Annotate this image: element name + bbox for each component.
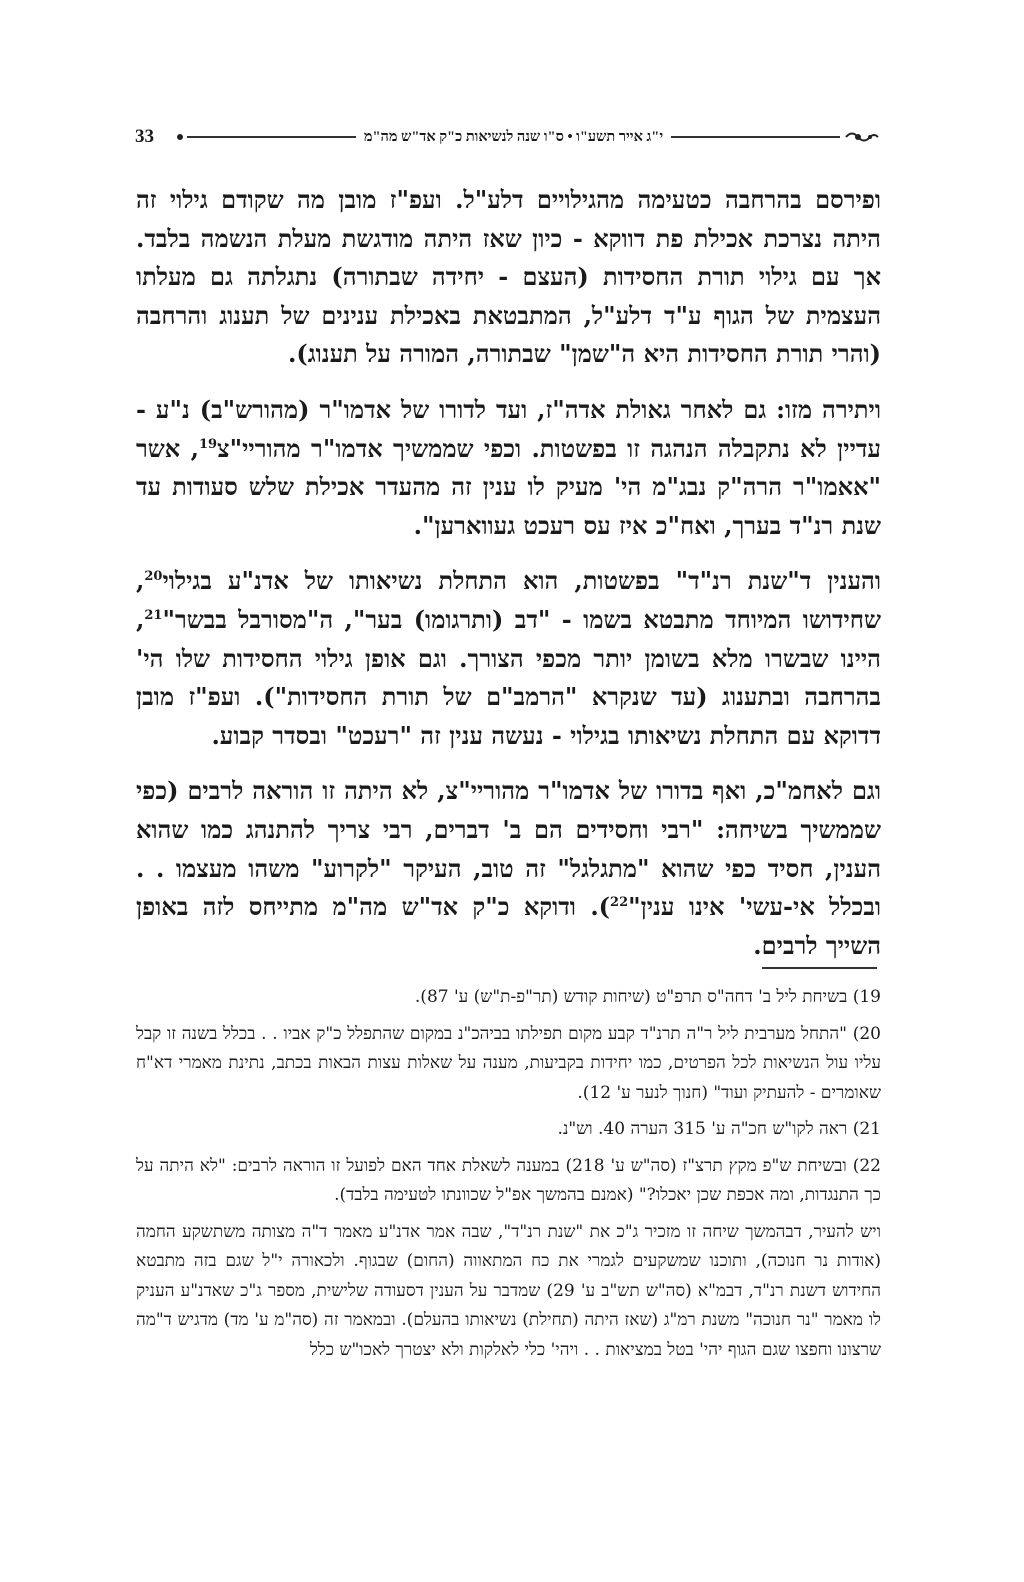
- running-title: י"ג אייר תשע"ו • ס"ו שנה לנשיאות כ"ק אד"ש מה"מ: [363, 128, 664, 145]
- footnote-ref[interactable]: 22: [610, 895, 629, 911]
- running-header: [135, 122, 880, 152]
- paragraph-1: [136, 181, 881, 374]
- footnote-text: ראה לקו"ש חכ"ה ע' 315 הערה 40. וש"נ.: [557, 1119, 848, 1139]
- paragraph-text: ופירסם בהרחבה כטעימה מהגילויים דלע"ל. ועפ"ז מובן מה שקודם גילוי זה היתה נצרכת אכילת פת דווקא - כיון שאז היתה מודגשת מעלת הנשמה בלבד. אך עם גילוי תורת החסידות (העצם - יחידה שבתורה) נתגלתה גם מעלתו העצמית של הגוף ע"ד דלע"ל, המתבטאת באכילת ענינים של תענוג והרחבה (והרי תורת החסידות היא ה"שמן" שבתורה, המורה על תענוג).: [136, 185, 881, 369]
- paragraph-text: וגם לאחמ"כ, ואף בדורו של אדמו"ר מהוריי"צ, לא היתה זו הוראה לרבים (כפי שממשיך בשיחה: "רבי וחסידים הם ב' דברים, רבי צריך להתנהג כמו שהוא הענין, חסיד כפי שהוא "מתגלגל" זה טוב, העיקר "לקרוע" משהו מעצמו . . ובכלל אי-עשי' אינו ענין": [136, 776, 881, 922]
- footnote-text: "התחל מערבית ליל ר"ה תרנ"ד קבע מקום תפילתו בביהכ"נ במקום שהתפלל כ"ק אביו . . בכלל בשנה זו קבל עליו עול הנשיאות לכל הפרטים, כמו יחידות בקביעות, מענה על שאלות עצות הבאות בכתב, נתינת מאמרי דא"ח שאומרים - להעתיק ועוד" (חנוך לנער ע' 12).: [136, 1023, 881, 1103]
- footnote-text: ויש להעיר, דבהמשך שיחה זו מזכיר ג"כ את "שנת רנ"ד", שבה אמר אדנ"ע מאמר ד"ה מצותה משתשקע החמה (אודות נר חנוכה), ותוכנו שמשקעים לגמרי את כח המתאווה (החום) שבגוף. ולכאורה י"ל שגם בזה מתבטא החידוש דשנת רנ"ד, דבמ"א (סה"ש תש"ב ע' 29) שמדבר על הענין דסעודה שלישית, מספר ג"כ שאדנ"ע העניק לו מאמר "נר חנוכה" משנת רמ"ג (שאז היתה (תחילת) נשיאותו בהעלם). ובמאמר זה (סה"מ ע' מד) מדגיש ד"מה שרצונו וחפצו שגם הגוף יהי' בטל במציאות . . ויהי' כלי לאלקות ולא יצטרך לאכו"ש כלל: [136, 1221, 882, 1360]
- paragraph-3: [136, 562, 881, 755]
- footnote-number: 20): [852, 1023, 881, 1044]
- header-rule-left: [187, 136, 356, 138]
- footnote-number: 22): [852, 1155, 881, 1176]
- footnote-number: 21): [852, 1119, 881, 1139]
- header-bullet: [177, 134, 183, 140]
- footnote-22-continued: [136, 1218, 881, 1366]
- footnote-22: [136, 1152, 881, 1211]
- footnotes: [136, 983, 881, 1372]
- page-number: 33: [135, 126, 154, 147]
- footnote-divider: [762, 967, 877, 969]
- footnote-21: [136, 1115, 881, 1145]
- footnote-text: בשיחת ליל ב' דחה"ס תרפ"ט (שיחות קודש (תר"פ-ת"ש) ע' 87).: [414, 987, 848, 1007]
- paragraph-text: ויתירה מזו: גם לאחר גאולת אדה"ז, ועד לדורו של אדמו"ר (מהורש"ב) נ"ע - עדיין לא נתקבלה הנהגה זו בפשטות. וכפי שממשיך אדמו"ר מהוריי"צ: [136, 394, 881, 463]
- footnote-20: [136, 1020, 881, 1109]
- header-rule-right: [671, 136, 840, 138]
- paragraph-text: והענין ד"שנת רנ"ד" בפשטות, הוא התחלת נשיאותו של אדנ"ע בגילוי: [162, 566, 881, 596]
- paragraph-text: ). ודוקא כ"ק אד"ש מה"מ מתייחס לזה באופן השייך לרבים.: [136, 892, 881, 960]
- footnote-ref[interactable]: 21: [144, 607, 163, 623]
- footnote-text: ובשיחת ש"פ מקץ תרצ"ז (סה"ש ע' 218) במענה לשאלת אחד האם לפועל זו הוראה לרבים: "לא היתה על כך התנגדות, ומה אכפת שכן יאכלו?" (אמנם בהמשך אפ"ל שכוונתו לטעימה בלבד).: [136, 1155, 881, 1205]
- footnote-ref[interactable]: 19: [198, 436, 218, 452]
- footnote-19: [136, 983, 881, 1013]
- footnote-ref[interactable]: 20: [144, 569, 163, 585]
- ornament-icon: [844, 128, 880, 146]
- paragraph-4: [136, 772, 881, 965]
- paragraph-text: , אשר "אאמו"ר הרה"ק נבג"מ הי' מעיק לו ענין זה מהעדר אכילת שלש סעודות עד שנת רנ"ד בערך, ואח"כ איז עס רעכט געווארען".: [136, 433, 881, 540]
- paragraph-text: , היינו שבשרו מלא בשומן יותר מכפי הצורך. וגם אופן גילוי החסידות שלו הי' בהרחבה ובתענוג (עד שנקרא "הרמב"ם של תורת החסידות"). ועפ"ז מובן דדוקא עם התחלת נשיאותו בגילוי - נעשה ענין זה "רעכט" ובסדר קבוע.: [136, 604, 881, 750]
- footnote-number: 19): [852, 987, 881, 1007]
- paragraph-text: , שחידושו המיוחד מתבטא בשמו - "דב (ותרגומו) בער", ה"מסורבל בבשר": [136, 566, 881, 634]
- main-text: [136, 181, 881, 982]
- paragraph-2: [136, 391, 881, 545]
